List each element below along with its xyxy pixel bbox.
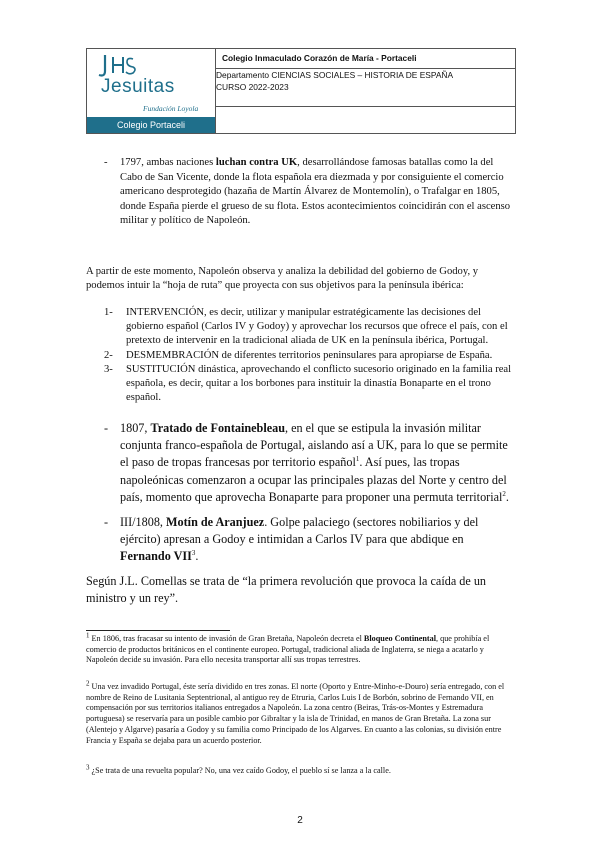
footnote-mark: 3	[86, 763, 90, 772]
course-year: CURSO 2022-2023	[216, 82, 289, 92]
bullet-1807-pre: 1807,	[120, 421, 151, 435]
bullet-dash: -	[104, 515, 109, 529]
bullet-1808-text	[120, 514, 516, 566]
bullet-1797-bold: luchan contra UK	[215, 157, 298, 168]
intro-text: A partir de este momento, Napoleón observa y analiza la debilidad del gobierno de Godoy, y podemos intuir la “hoja de ruta” que proyecta con sus objetivos para la península ibérica:	[86, 266, 479, 292]
numbered-list	[86, 306, 516, 406]
bullet-1807-end: .	[505, 489, 509, 504]
fernando-vii: Fernando VII	[120, 549, 192, 564]
logo-band: Colegio Portaceli	[87, 117, 215, 133]
logo-cell	[87, 49, 216, 134]
jesuitas-logo	[87, 49, 215, 133]
list-number: 2-	[104, 350, 113, 361]
bullet-1808-end: .	[195, 549, 199, 564]
list-number: 3-	[104, 364, 113, 375]
page-number: 2	[297, 815, 303, 826]
bullet-dash: -	[104, 157, 108, 168]
logo-wordmark: Jesuitas	[101, 76, 175, 97]
footnote-mark: 1	[86, 631, 90, 640]
header-empty-cell	[216, 107, 516, 134]
list-item: INTERVENCIÓN, es decir, utilizar y manipular estratégicamente las decisiones del gobierno español (Carlos IV y Godoy) y aprovechar los recursos que ofrece el país, con el pretexto de intervenir en la tradicional aliada de UK en la península ibérica, Portugal.	[126, 307, 508, 347]
footnote-2-text: Una vez invadido Portugal, éste sería dividido en tres zonas. El norte (Oporto y Entre-Minho-e-Douro) sería entregado, con el nombre de Reino de Lusitania Septentrional, al antiguo rey de Etruria, Carlos Luis I de Borbón, sobrino de Fernando VII, en compensación por sus territorios italianos entregados a Napoleón. La zona centro (Beiras, Trás-os-Montes y Estremadura portuguesa) se reservaría para un posible cambio por Gibraltar y la isla de Trinidad, en manos de Gran Bretaña. La zona sur (Alentejo y Algarve) pasaría a Godoy y su familia como Principado de los Algarves. En cuanto a las colonias, su división entre Francia y España se dejaba para un acuerdo posterior.	[86, 682, 505, 745]
footnote-1-post: , que prohibía el comercio de productos británicos en el continente europeo. Portugal, tradicional aliada de Inglaterra, se niega a acatarlo y Napoleón decide su invasión. Para ello necesita transportar allí sus tropas terrestres.	[86, 634, 490, 665]
bullet-1808-mid: . Golpe palaciego (sectores nobiliarios y del ejército) apresan a Godoy e intimidan a Carlos IV para que abdique en	[120, 515, 479, 547]
list-item: SUSTITUCIÓN dinástica, aprovechando el conflicto sucesorio originado en la familia real española, es decir, quitar a los borbones para instituir la dinastía Bonaparte en el trono español.	[126, 364, 512, 404]
school-name: Colegio Inmaculado Corazón de María - Portaceli	[216, 49, 516, 69]
footnote-1-pre: En 1806, tras fracasar su intento de invasión de Gran Bretaña, Napoleón decreta el	[89, 634, 364, 643]
motin-name: Motín de Aranjuez	[166, 515, 265, 529]
comellas-quote	[86, 573, 516, 607]
footnote-3-text: ¿Se trata de una revuelta popular? No, una vez caído Godoy, el pueblo sí se lanza a la calle.	[89, 766, 391, 775]
bullet-1807-mid: , en el que se estipula la invasión militar conjunta franco-española de Portugal, aislando así a UK, para lo que se permite el paso de tropas francesas por territorio español	[120, 421, 508, 470]
bullet-1807-text	[120, 420, 516, 506]
bullet-1807-mid2: . Así pues, las tropas napoleónicas comenzaron a ocupar las principales plazas del Norte y centro del país, momento que aprovecha Bonaparte para proponer una permuta territorial	[120, 455, 507, 504]
footnote-ref-2[interactable]: 2	[502, 489, 506, 498]
department-name: Departamento CIENCIAS SOCIALES – HISTORIA DE ESPAÑA	[216, 70, 454, 80]
bloqueo-continental: Bloqueo Continental	[363, 634, 437, 643]
footnote-separator	[86, 630, 230, 631]
footnote-mark: 2	[86, 679, 90, 688]
footnote-ref-1[interactable]: 1	[355, 455, 360, 464]
footnote-3	[86, 763, 516, 777]
footnote-1	[86, 631, 516, 666]
logo-subtitle: Fundación Loyola	[143, 104, 199, 113]
bullet-dash: -	[104, 421, 109, 435]
quote-text: Según J.L. Comellas se trata de “la primera revolución que provoca la caída de un ministro y un rey”.	[86, 574, 487, 606]
bullet-1797-pre: 1797, ambas naciones	[120, 157, 216, 168]
list-item: DESMEMBRACIÓN de diferentes territorios peninsulares para apropiarse de España.	[126, 350, 493, 361]
treaty-name: Tratado de Fontainebleau	[150, 421, 285, 435]
intro-paragraph	[86, 265, 516, 293]
bullet-1797-post: , desarrollándose famosas batallas como la del Cabo de San Vicente, donde la flota española era diezmada y por consiguiente el comercio americano desprotegido (hazaña de Martín Álvarez de Montemolín), o Trafalgar en 1805, donde España pierde el grueso de su flota. Estos acontecimientos coincidirán con el ascenso militar y político de Napoleón.	[120, 157, 511, 227]
list-number: 1-	[104, 307, 113, 318]
header-table	[86, 48, 516, 134]
bullet-1808-pre: III/1808,	[120, 515, 167, 529]
department-course	[216, 69, 516, 107]
bullet-1797-text	[120, 156, 516, 229]
footnote-ref-3[interactable]: 3	[191, 549, 196, 558]
footnote-2	[86, 679, 516, 746]
